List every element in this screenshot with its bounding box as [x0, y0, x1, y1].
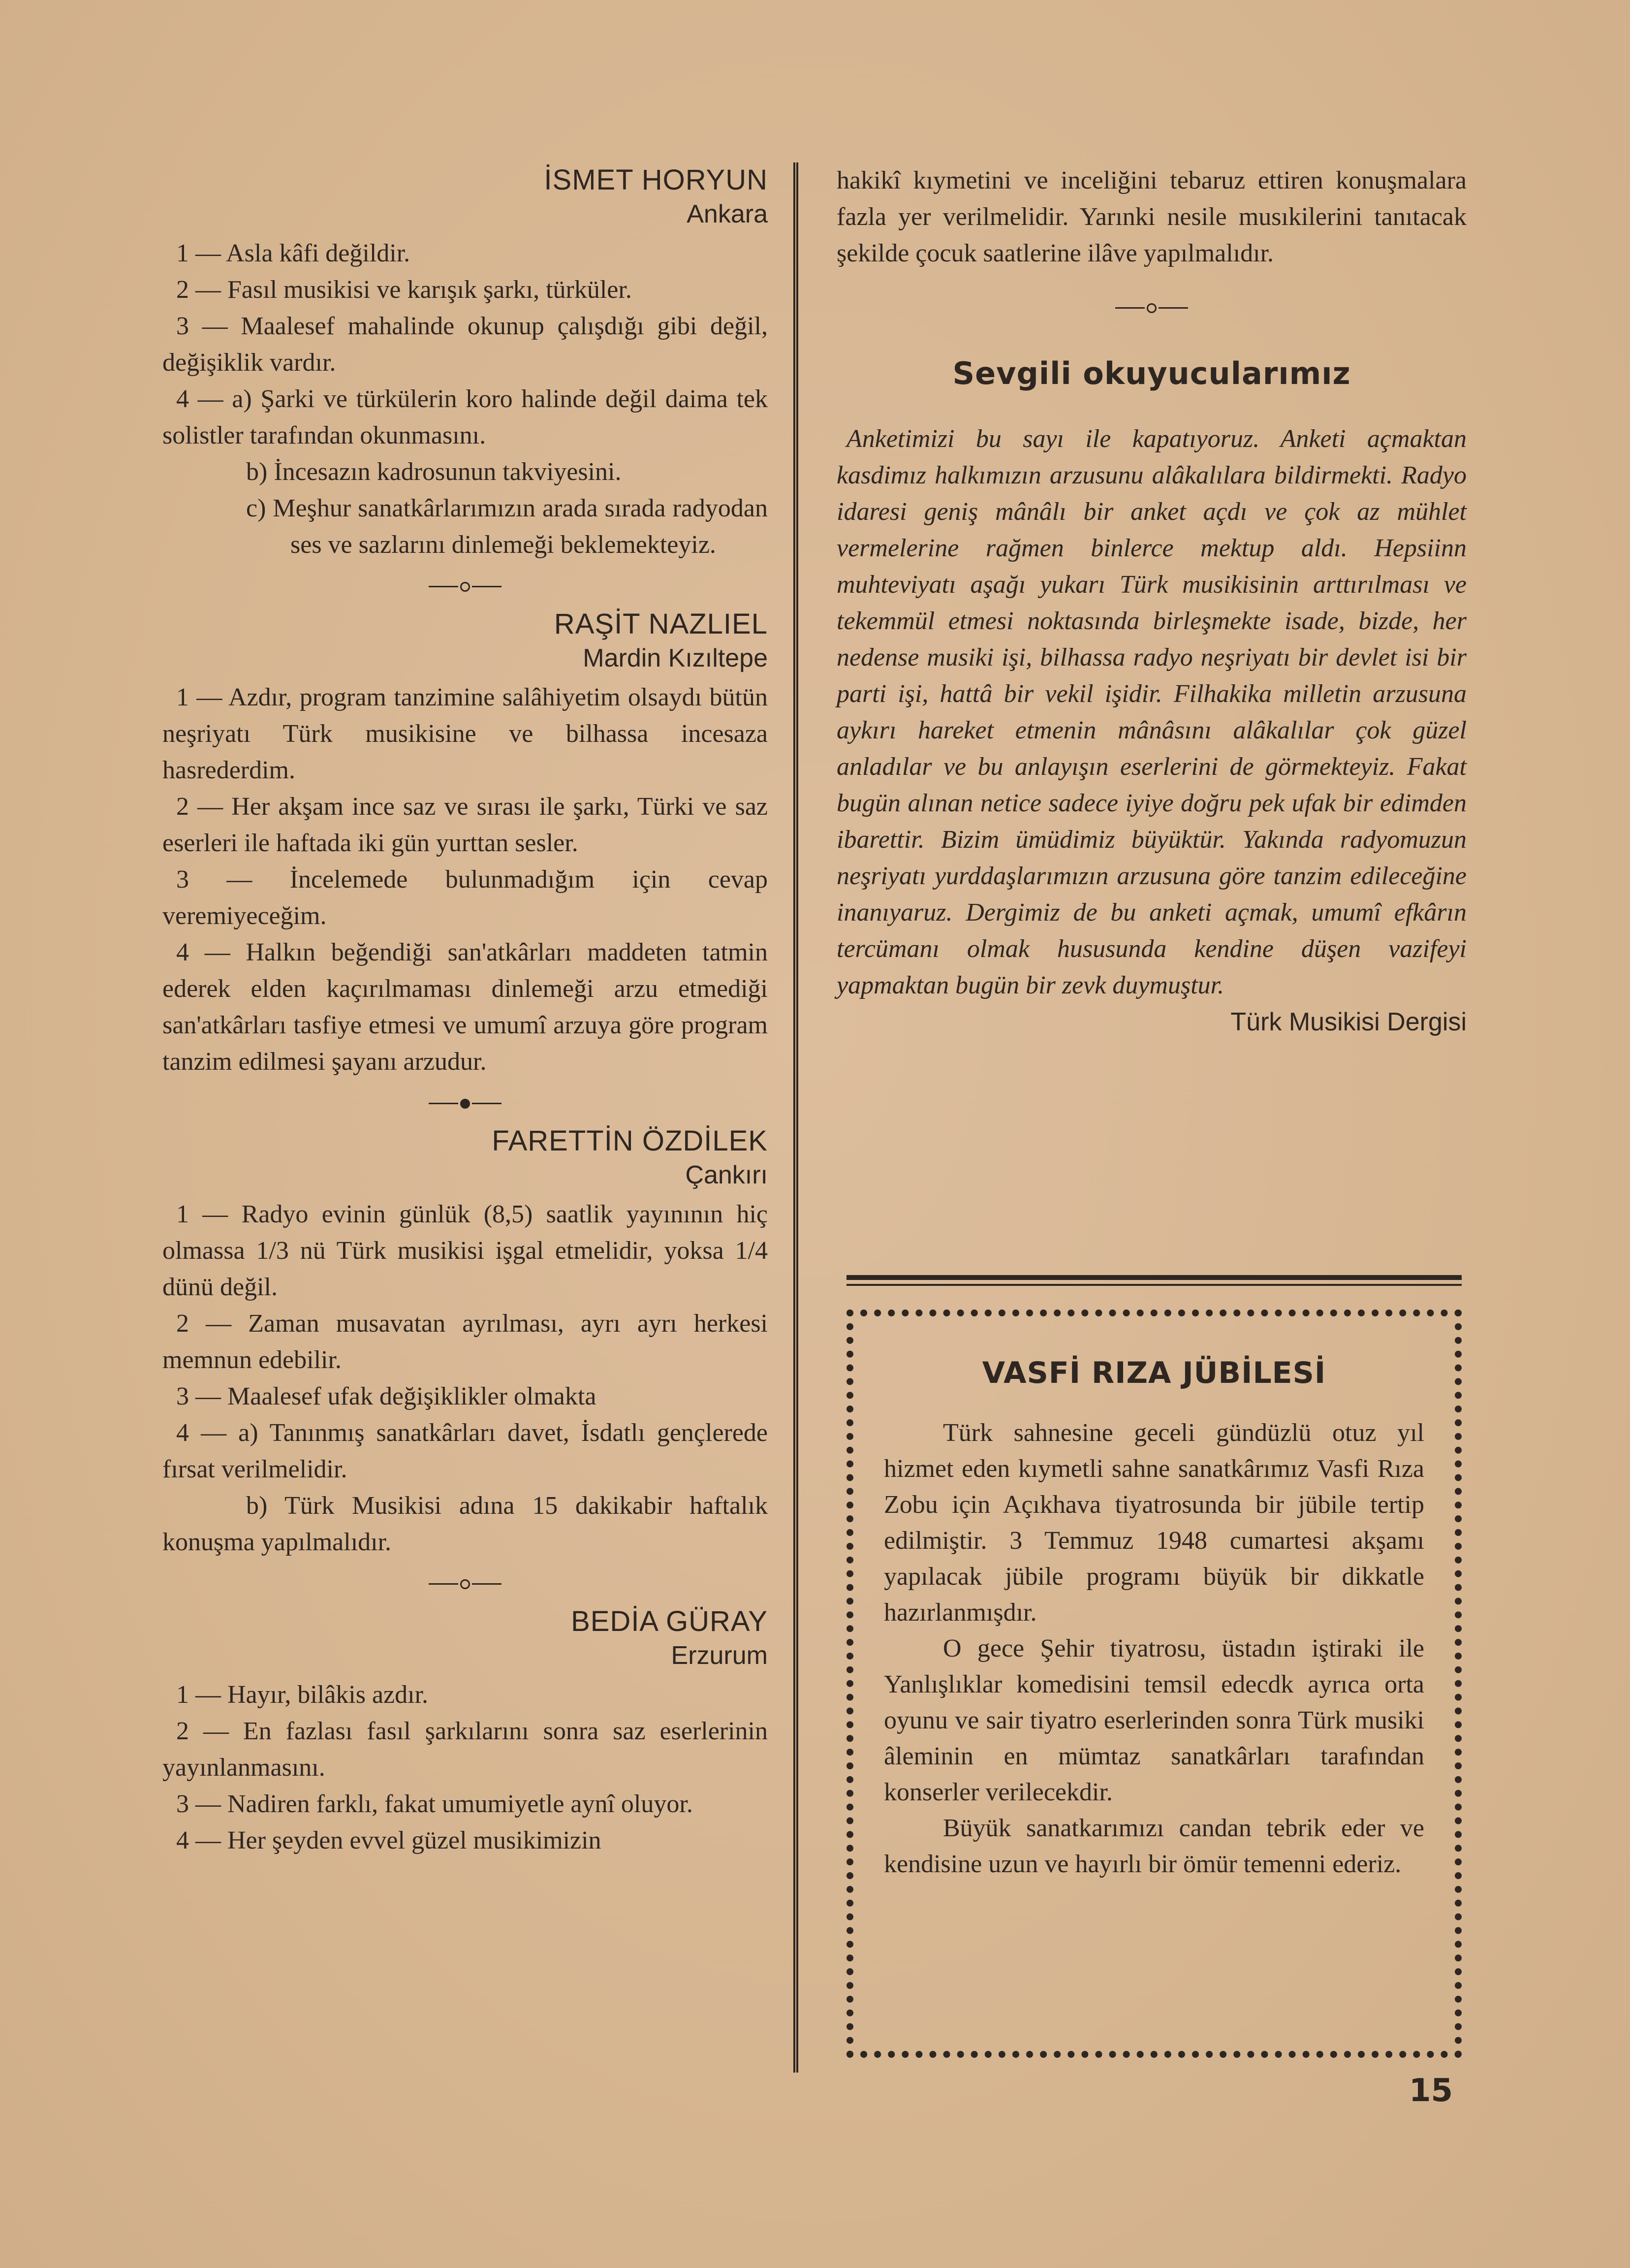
continued-paragraph: hakikî kıymetini ve inceliğini tebaruz ettiren konuşmalara fazla yer verilmelidir. Yarınki nesile musıkilerini tanıtacak şekilde çocuk saatlerine ilâve yapılmalıdır. [837, 166, 1467, 267]
answer-paragraph: 2 — En fazlası fasıl şarkılarını sonra saz eserlerinin yayınlanmasını. [162, 1717, 768, 1782]
editorial-text: Anketimizi bu sayı ile kapatıyoruz. Anketi açmaktan kasdimız halkımızın arzusunu alâkalılara bildirmekti. Radyo idaresi geniş mânâlı bir anket açdı ve çok az mühlet vermelerine rağmen binlerce mektup aldı. Hepsiinn muhteviyatı aşağı yukarı Türk musikisinin arttırılması ve tekemmül etmesi noktasında birleşmekte isade, bizde, her nedense musiki işi, bilhassa radyo neşriyatı bir devlet isi bir parti işi, hattâ bir vekil işidir. Filhakika milletin arzusuna aykırı hareket etmenin mânâsını alâkalılar çok güzel anladılar ve bu anlayışın eserlerini de görmekteyiz. Fakat bugün alınan netice sadece iyiye doğru pek ufak bir edimden ibarettir. Bizim ümüdimiz büyüktür. Yakında radyomuzun neşriyatı yurddaşlarımızın arzusuna göre tanzim edileceğine inanıyaruz. Dergimiz de bu anketi açmak, umumî efkârın tercümanı olmak hususunda kendine düşen vazifeyi yapmaktan bugün bir zevk duymuştur. [837, 425, 1467, 999]
respondent-city: Erzurum [671, 1641, 768, 1670]
respondent-city: Ankara [687, 200, 768, 228]
answer-paragraph: 3 — Maalesef ufak değişiklikler olmakta [176, 1382, 596, 1410]
announcement-paragraph: Büyük sanatkarımızı candan tebrik eder ve kendisine uzun ve hayırlı bir ömür temenni ederiz. [884, 1814, 1424, 1878]
section-separator [162, 1567, 768, 1597]
announcement-title: VASFİ RIZA JÜBİLESİ [982, 1356, 1326, 1390]
answer-paragraph: 1 — Hayır, bilâkis azdır. [176, 1681, 429, 1709]
editorial-signature: Türk Musikisi Dergisi [1230, 1008, 1467, 1036]
answer-paragraph: 1 — Asla kâfi değildir. [176, 239, 410, 267]
answer-paragraph: 4 — Halkın beğendiği san'atkârları maddeten tatmin ederek elden kaçırılmaması dinlemeği arzu etmediği san'atkârları tasfiye etmesi ve umumî arzuya göre program tanzim edilmesi şayanı arzudur. [162, 938, 768, 1076]
answer-paragraph: 4 — Her şeyden evvel güzel musikimizin [176, 1826, 601, 1854]
respondent-city: Mardin Kızıltepe [583, 644, 768, 672]
answer-paragraph: 3 — İncelemede bulunmadığım için cevap veremiyeceğim. [162, 865, 768, 930]
answer-paragraph: 4 — a) Tanınmış sanatkârları davet, İsdatlı gençlerede fırsat verilmelidir. [162, 1419, 768, 1483]
respondent-name: İSMET HORYUN [544, 164, 768, 196]
editorial-heading: Sevgili okuyucularımız [952, 355, 1351, 391]
column-divider [793, 162, 798, 2073]
answer-paragraph: 2 — Her akşam ince saz ve sırası ile şarkı, Türki ve saz eserleri ile haftada iki gün yurttan sesler. [162, 793, 768, 857]
announcement-paragraph: O gece Şehir tiyatrosu, üstadın iştiraki ile Yanlışlıklar komedisini temsil edecdk ayrıca orta oyunu ve sair tiyatro eserlerinden sonra Türk musiki âleminin en mümtaz sanatkârları tarafından konserler verilecekdir. [884, 1634, 1424, 1806]
left-column [162, 162, 768, 1859]
jubilee-announcement-box [846, 1310, 1462, 2058]
answer-paragraph: b) Türk Musikisi adına 15 dakikabir haftalık konuşma yapılmalıdır. [162, 1492, 768, 1556]
page-number: 15 [1409, 2073, 1453, 2109]
respondent-name: FARETTİN ÖZDİLEK [492, 1125, 768, 1157]
respondent-name: RAŞİT NAZLIEL [554, 608, 768, 640]
answer-paragraph: 4 — a) Şarki ve türkülerin koro halinde değil daima tek solistler tarafından okunmasını. [162, 385, 768, 449]
section-separator [162, 1087, 768, 1117]
answer-paragraph: 2 — Zaman musavatan ayrılması, ayrı ayrı herkesi memnun edebilir. [162, 1310, 768, 1374]
respondent-city: Çankırı [685, 1161, 768, 1189]
answer-paragraph: 3 — Nadiren farklı, fakat umumiyetle aynî oluyor. [176, 1790, 693, 1818]
section-separator [837, 291, 1467, 321]
answer-paragraph: 1 — Radyo evinin günlük (8,5) saatlik yayınının hiç olmassa 1/3 nü Türk musikisi işgal etmelidir, yoksa 1/4 dünü değil. [162, 1200, 768, 1301]
right-column [837, 162, 1467, 1040]
answer-paragraph: 3 — Maalesef mahalinde okunup çalışdığı gibi değil, değişiklik vardır. [162, 312, 768, 377]
announcement-paragraph: Türk sahnesine geceli gündüzlü otuz yıl hizmet eden kıymetli sahne sanatkârımız Vasfi Rıza Zobu için Açıkhava tiyatrosunda bir jübile tertip edilmiştir. 3 Temmuz 1948 cumartesi akşamı yapılacak jübile programı büyük bir dikkatle hazırlanmışdır. [884, 1419, 1424, 1627]
section-separator [162, 570, 768, 600]
answer-paragraph: 1 — Azdır, program tanzimine salâhiyetim olsaydı bütün neşriyatı Türk musikisine ve bilhassa incesaza hasrederdim. [162, 683, 768, 784]
answer-paragraph: 2 — Fasıl musikisi ve karışık şarkı, türküler. [176, 276, 632, 304]
respondent-name: BEDİA GÜRAY [571, 1605, 768, 1637]
answer-paragraph: c) Meşhur sanatkârlarımızın arada sırada radyodan ses ve sazlarını dinlemeği beklemekteyiz. [246, 494, 768, 559]
double-rule [846, 1275, 1462, 1286]
answer-paragraph: b) İncesazın kadrosunun takviyesini. [246, 458, 622, 486]
